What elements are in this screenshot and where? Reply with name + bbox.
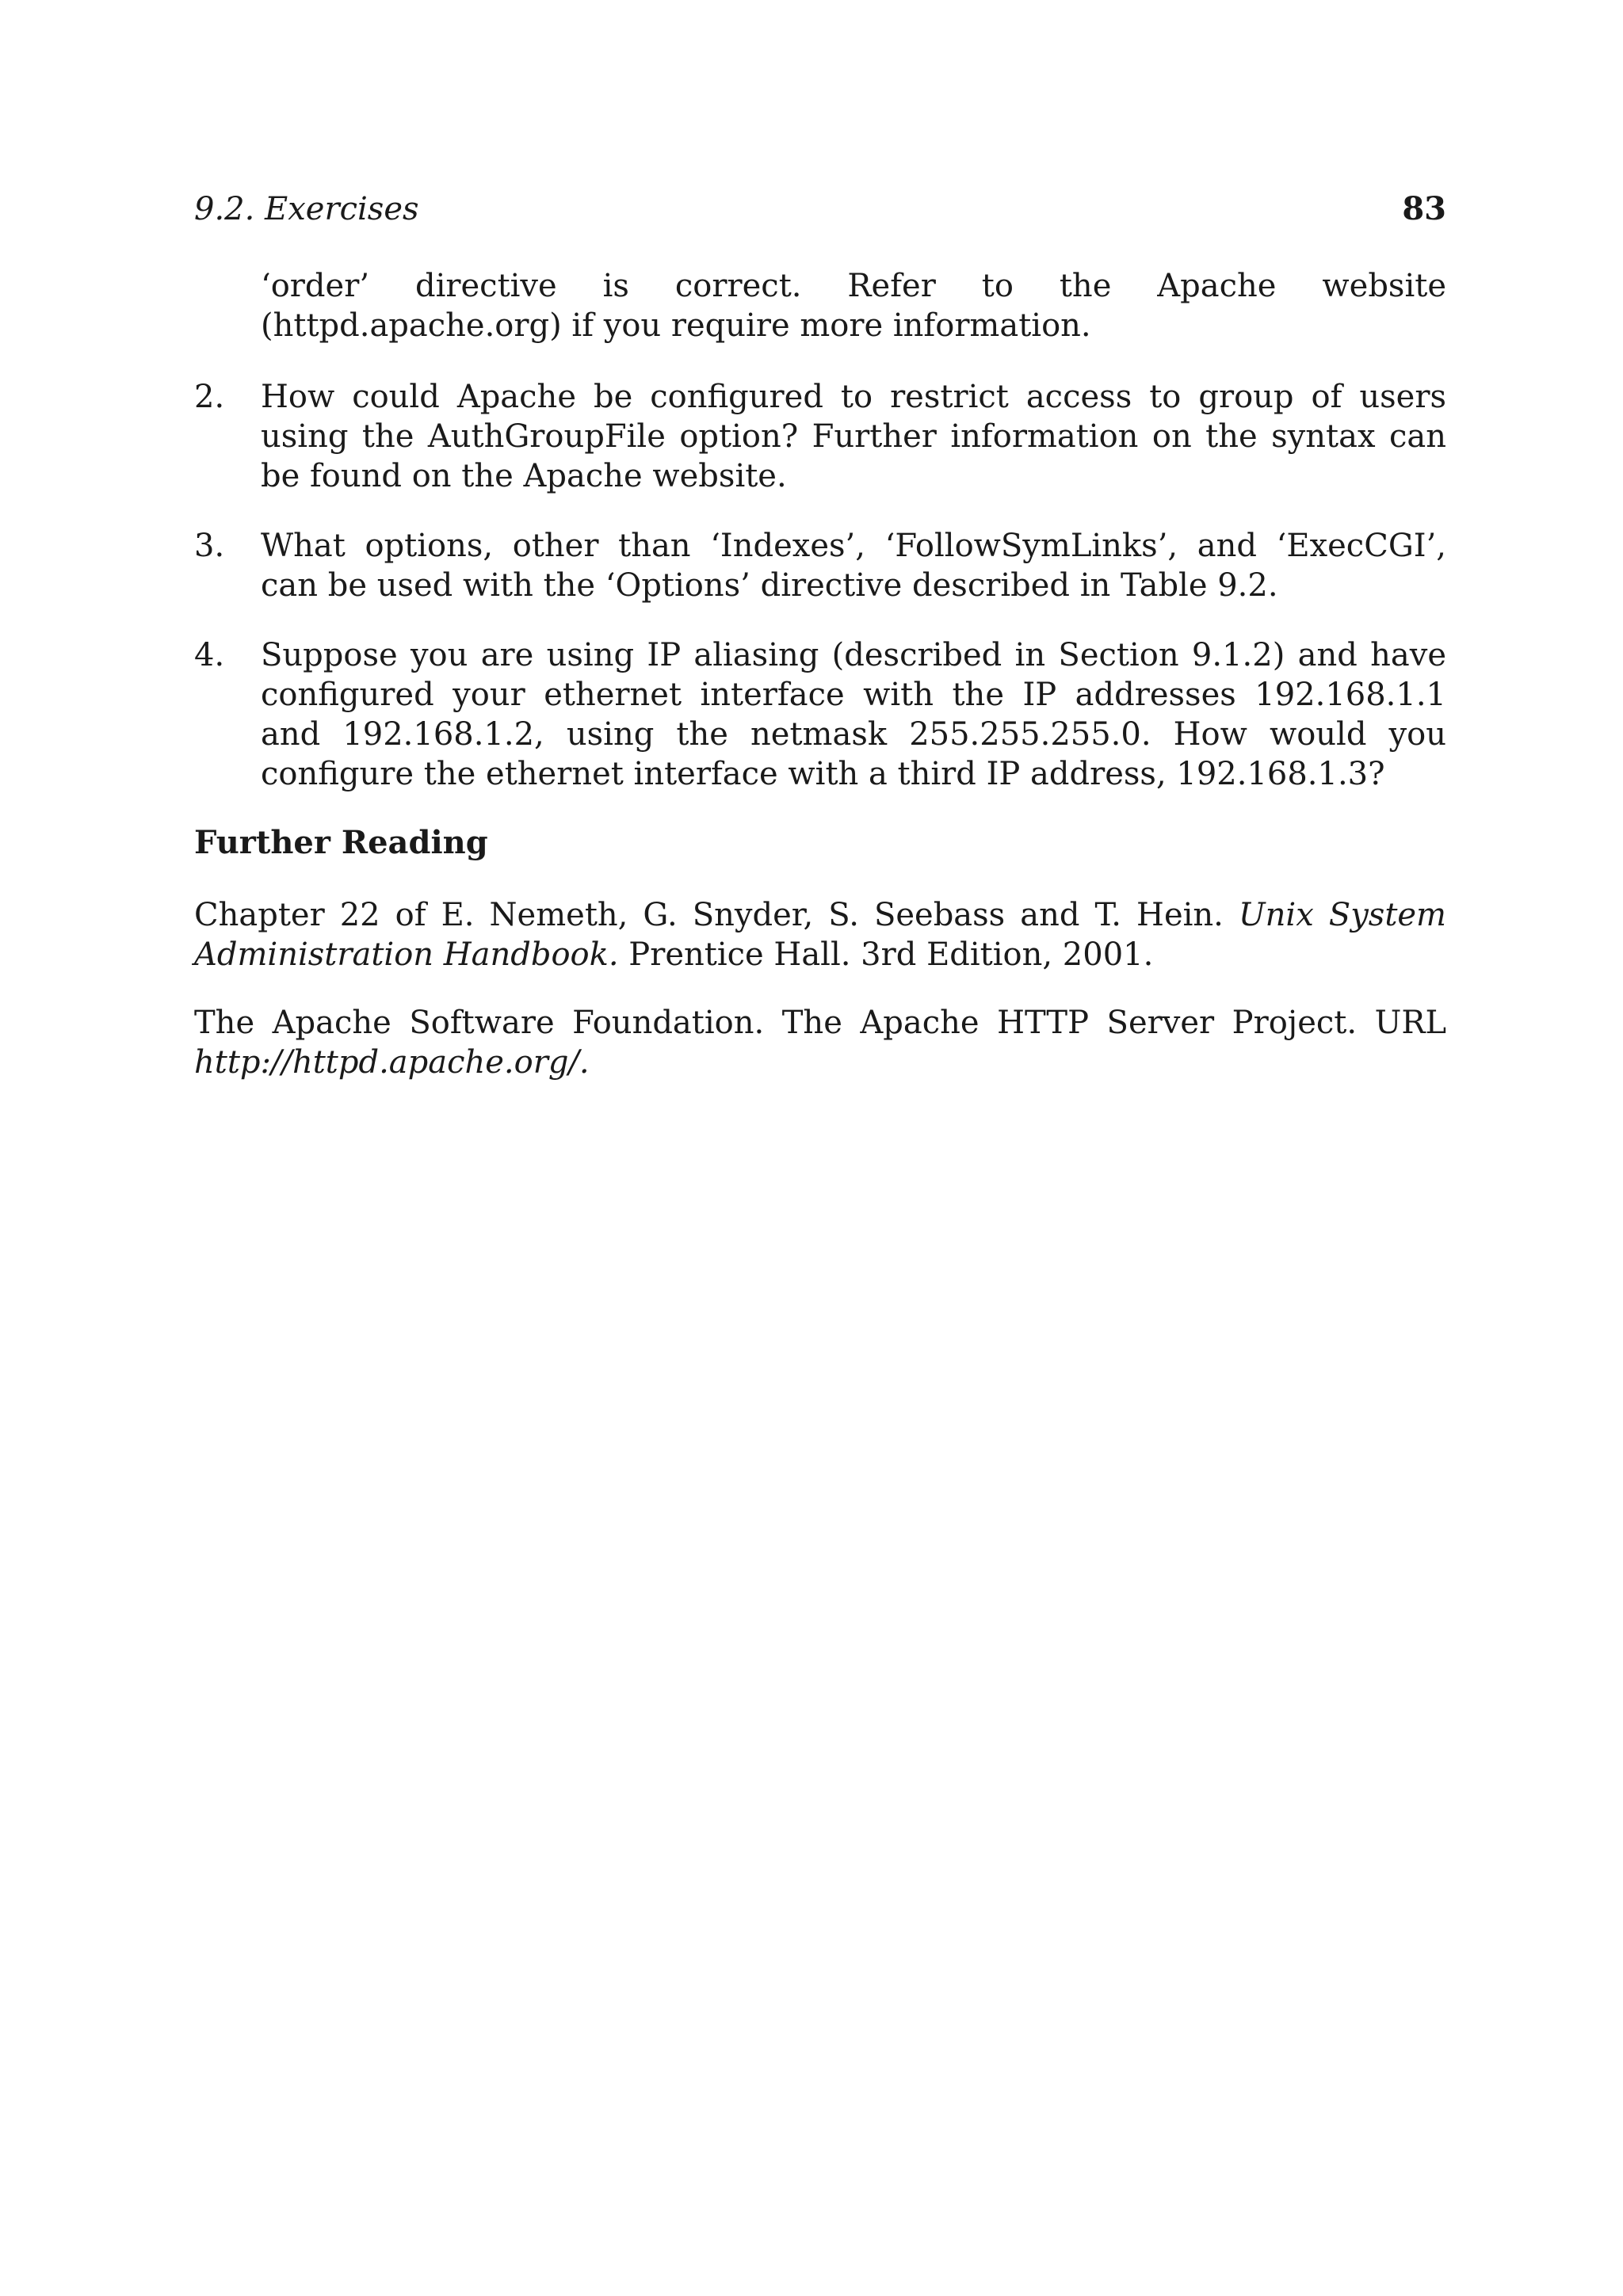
running-head bbox=[194, 187, 1446, 231]
further-reading-heading: Further Reading bbox=[194, 824, 488, 861]
reference-url: http://httpd.apache.org/. bbox=[194, 1044, 590, 1081]
reference-publisher: Prentice Hall. 3rd Edition, 2001. bbox=[618, 936, 1154, 973]
exercise-number: 2. bbox=[194, 379, 225, 415]
exercise-item bbox=[194, 635, 1446, 794]
reference-nemeth bbox=[194, 895, 1446, 974]
exercise-text: How could Apache be configured to restrict access to group of users using the AuthGroupFile option? Further information on the syntax can be found on the Apache website. bbox=[261, 379, 1446, 494]
reference-org: The Apache Software Foundation. The Apache HTTP Server Project. URL bbox=[194, 1005, 1446, 1041]
continuation-paragraph: ‘order’ directive is correct. Refer to the Apache website (httpd.apache.org) if you require more information. bbox=[261, 268, 1446, 344]
reference-apache bbox=[194, 1003, 1446, 1082]
exercise-text: Suppose you are using IP aliasing (described in Section 9.1.2) and have configured your ethernet interface with the IP addresses 192.168.1.1 and 192.168.1.2, using the netmask 255.255.255.0. How would you configure the ethernet interface with a third IP address, 192.168.1.3? bbox=[261, 637, 1446, 792]
exercise-text: What options, other than ‘Indexes’, ‘FollowSymLinks’, and ‘ExecCGI’, can be used with the ‘Options’ directive described in Table 9.2. bbox=[261, 528, 1446, 604]
section-title: 9.2. Exercises bbox=[194, 191, 419, 227]
exercise-number: 4. bbox=[194, 637, 225, 673]
exercise-number: 3. bbox=[194, 528, 225, 564]
exercise-list bbox=[194, 377, 1446, 824]
exercise-item bbox=[194, 526, 1446, 605]
exercise-item bbox=[194, 377, 1446, 496]
reference-title: Unix System Administration Handbook. bbox=[194, 897, 1446, 973]
page-number: 83 bbox=[1402, 190, 1446, 227]
reference-authors: Chapter 22 of E. Nemeth, G. Snyder, S. Seebass and T. Hein. bbox=[194, 897, 1239, 933]
